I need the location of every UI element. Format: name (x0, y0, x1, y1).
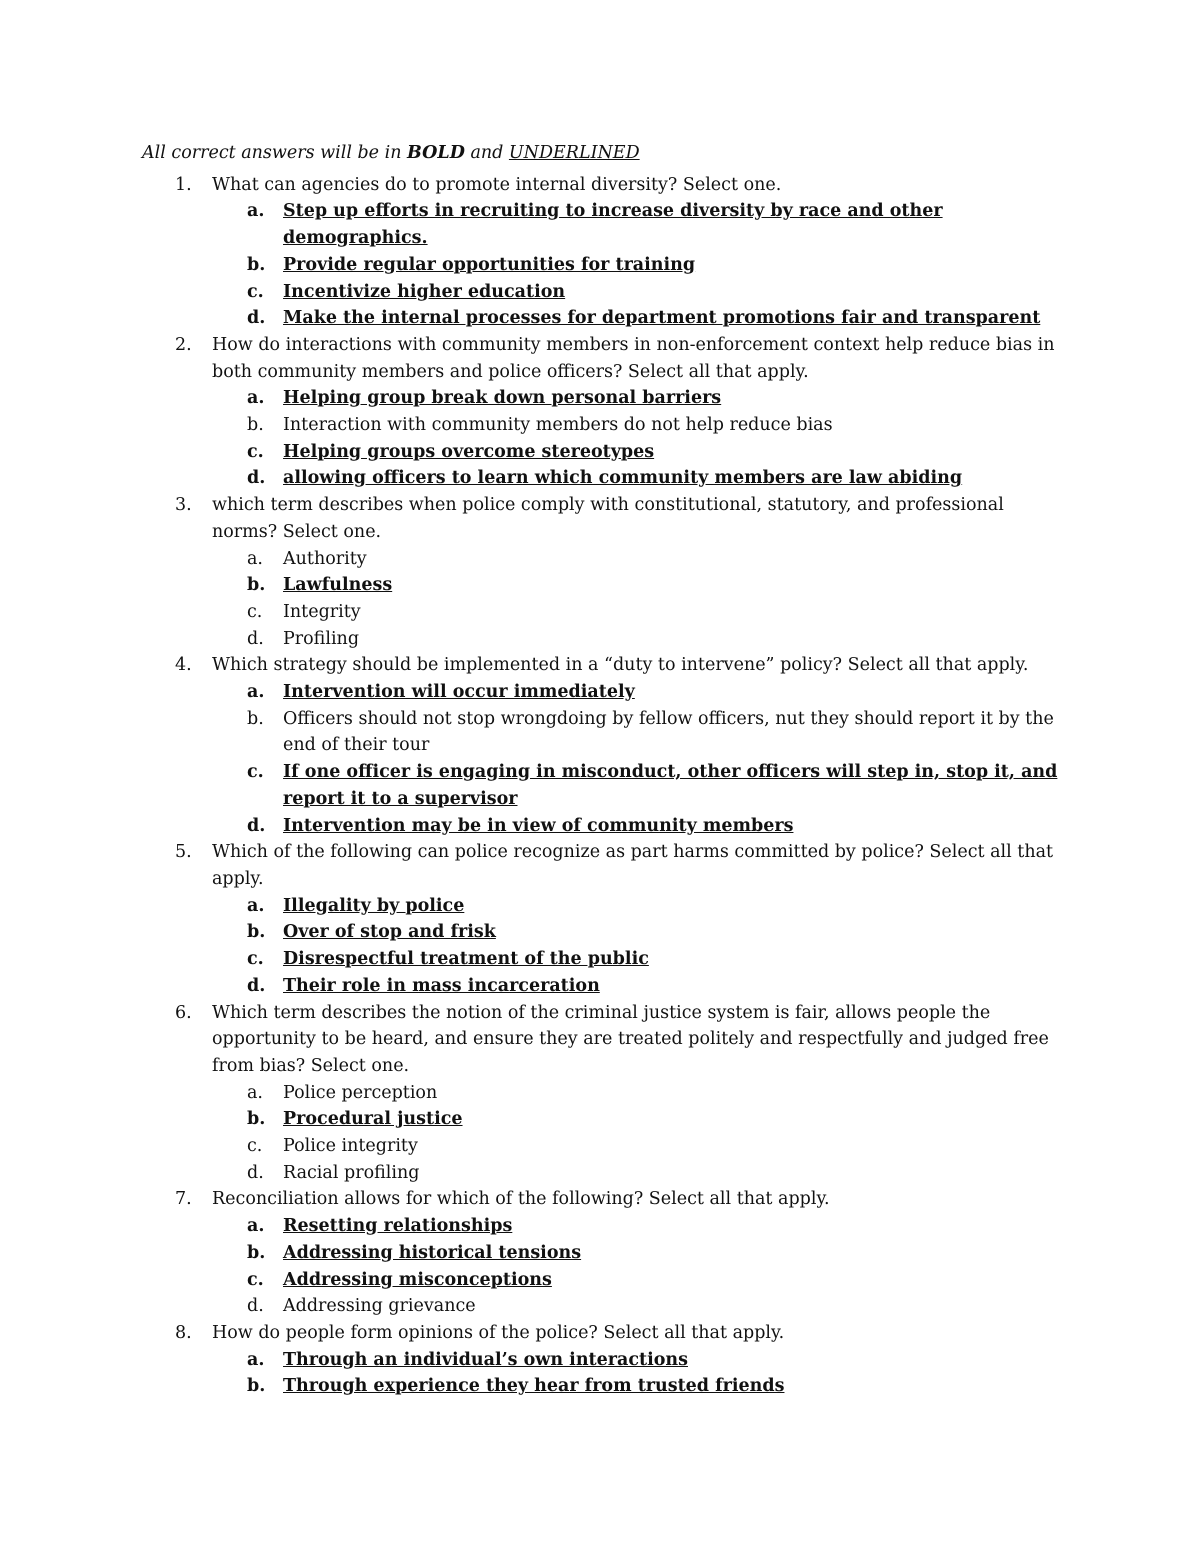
option-text: Officers should not stop wrongdoing by fellow officers, nut they should report it by the end of their tour (283, 708, 1054, 756)
option-text: Resetting relationships (283, 1216, 513, 1237)
answer-option-correct (142, 679, 1072, 706)
question-number: 6. (175, 1002, 192, 1023)
question-text: Which of the following can police recognize as part harms committed by police? Select all that apply. (212, 842, 1054, 889)
option-letter: b. (247, 922, 266, 943)
option-letter: d. (247, 1296, 264, 1317)
question-text: Which strategy should be implemented in a “duty to intervene” policy? Select all that apply. (212, 655, 1029, 676)
answer-options (142, 546, 1072, 653)
option-letter: b. (247, 1376, 266, 1397)
answer-option-correct (142, 279, 1072, 306)
intro-prefix: All correct answers will be in (142, 143, 408, 163)
question-number: 5. (175, 842, 192, 863)
answer-option (142, 1160, 1072, 1187)
option-letter: b. (247, 415, 264, 436)
option-letter: b. (247, 575, 266, 596)
option-text: Interaction with community members do not help reduce bias (283, 415, 833, 436)
option-text: Over of stop and frisk (283, 922, 496, 943)
option-letter: a. (247, 1082, 263, 1103)
option-letter: b. (247, 708, 264, 729)
answer-options (142, 1213, 1072, 1320)
answer-options (142, 1347, 1072, 1400)
option-text: Police perception (283, 1082, 438, 1103)
intro-line (142, 140, 1072, 167)
option-letter: d. (247, 628, 264, 649)
answer-option-correct (142, 1267, 1072, 1294)
question-number: 1. (175, 174, 192, 195)
answer-option-correct (142, 1213, 1072, 1240)
quiz-document (142, 140, 1072, 1400)
option-text: Disrespectful treatment of the public (283, 949, 649, 970)
answer-options (142, 1080, 1072, 1187)
option-letter: c. (247, 281, 264, 302)
question-row (142, 1000, 1072, 1080)
answer-option-correct (142, 919, 1072, 946)
question-row (142, 839, 1072, 892)
option-letter: d. (247, 308, 266, 329)
option-letter: c. (247, 441, 264, 462)
question-row (142, 1186, 1072, 1213)
option-text: Addressing historical tensions (283, 1242, 582, 1263)
answer-option-correct (142, 946, 1072, 973)
option-letter: d. (247, 468, 266, 489)
option-letter: b. (247, 254, 266, 275)
answer-option (142, 706, 1072, 759)
answer-option-correct (142, 973, 1072, 1000)
question-number: 8. (175, 1322, 192, 1343)
answer-options (142, 893, 1072, 1000)
question-number: 7. (175, 1189, 192, 1210)
question-text: Reconciliation allows for which of the following? Select all that apply. (212, 1189, 830, 1210)
question-block (142, 492, 1072, 652)
answer-options (142, 385, 1072, 492)
answer-option-correct (142, 198, 1072, 251)
question-number: 2. (175, 334, 192, 355)
answer-option (142, 1133, 1072, 1160)
option-text: allowing officers to learn which community members are law abiding (283, 468, 963, 489)
option-letter: c. (247, 949, 264, 970)
option-text: Make the internal processes for department promotions fair and transparent (283, 308, 1041, 329)
answer-option (142, 546, 1072, 573)
question-text: Which term describes the notion of the criminal justice system is fair, allows people the opportunity to be heard, and ensure they are treated politely and respectfully and judged free from bias? Select one. (212, 1002, 1049, 1076)
option-letter: d. (247, 815, 266, 836)
option-text: Authority (283, 548, 367, 569)
answer-option-correct (142, 1240, 1072, 1267)
answer-option-correct (142, 439, 1072, 466)
option-letter: d. (247, 975, 266, 996)
question-row (142, 172, 1072, 199)
question-row (142, 1320, 1072, 1347)
question-block (142, 1186, 1072, 1320)
option-letter: a. (247, 548, 263, 569)
question-block (142, 1000, 1072, 1187)
option-text: Intervention may be in view of community members (283, 815, 794, 836)
option-letter: b. (247, 1109, 266, 1130)
option-text: Step up efforts in recruiting to increase diversity by race and other demographics. (283, 201, 943, 249)
option-letter: d. (247, 1162, 264, 1183)
option-text: Provide regular opportunities for training (283, 254, 696, 275)
option-letter: b. (247, 1242, 266, 1263)
answer-option-correct (142, 1347, 1072, 1374)
option-text: Helping groups overcome stereotypes (283, 441, 655, 462)
intro-bold: BOLD (407, 143, 465, 163)
option-text: If one officer is engaging in misconduct, other officers will step in, stop it, and report it to a supervisor (283, 762, 1058, 809)
option-text: Lawfulness (283, 575, 393, 596)
question-row (142, 332, 1072, 385)
answer-option-correct (142, 1373, 1072, 1400)
option-letter: c. (247, 1136, 263, 1157)
option-text: Procedural justice (283, 1109, 463, 1130)
answer-option (142, 626, 1072, 653)
option-letter: a. (247, 388, 265, 409)
question-number: 4. (175, 655, 192, 676)
answer-options (142, 679, 1072, 839)
answer-option-correct (142, 305, 1072, 332)
option-letter: c. (247, 601, 263, 622)
answer-option-correct (142, 465, 1072, 492)
option-text: Through experience they hear from trusted friends (283, 1376, 785, 1397)
option-letter: a. (247, 682, 265, 703)
question-text: What can agencies do to promote internal diversity? Select one. (212, 174, 782, 195)
question-number: 3. (175, 495, 192, 516)
answer-option-correct (142, 759, 1072, 812)
option-letter: a. (247, 1349, 265, 1370)
option-letter: a. (247, 1216, 265, 1237)
option-letter: c. (247, 1269, 264, 1290)
answer-option (142, 599, 1072, 626)
intro-middle: and (464, 143, 509, 163)
option-text: Through an individual’s own interactions (283, 1349, 688, 1370)
intro-underlined: UNDERLINED (508, 143, 640, 163)
question-block (142, 1320, 1072, 1400)
answer-option-correct (142, 252, 1072, 279)
question-text: How do people form opinions of the police? Select all that apply. (212, 1322, 785, 1343)
answer-option-correct (142, 572, 1072, 599)
question-text: How do interactions with community members in non-enforcement context help reduce bias in both community members and police officers? Select all that apply. (212, 334, 1055, 382)
answer-option-correct (142, 813, 1072, 840)
question-text: which term describes when police comply with constitutional, statutory, and professional norms? Select one. (212, 495, 1004, 542)
option-text: Intervention will occur immediately (283, 682, 635, 703)
option-letter: c. (247, 762, 264, 783)
question-row (142, 652, 1072, 679)
option-text: Addressing misconceptions (283, 1269, 552, 1290)
answer-option-correct (142, 893, 1072, 920)
answer-option-correct (142, 1106, 1072, 1133)
option-letter: a. (247, 895, 265, 916)
option-text: Police integrity (283, 1136, 418, 1157)
option-text: Racial profiling (283, 1162, 420, 1183)
question-block (142, 332, 1072, 492)
option-text: Addressing grievance (283, 1296, 476, 1317)
option-text: Their role in mass incarceration (283, 975, 600, 996)
answer-option-correct (142, 385, 1072, 412)
answer-option (142, 1080, 1072, 1107)
question-row (142, 492, 1072, 545)
option-letter: a. (247, 201, 265, 222)
answer-options (142, 198, 1072, 332)
option-text: Profiling (283, 628, 360, 649)
question-block (142, 839, 1072, 999)
option-text: Integrity (283, 601, 361, 622)
question-list (142, 172, 1072, 1400)
option-text: Incentivize higher education (283, 281, 566, 302)
question-block (142, 652, 1072, 839)
question-block (142, 172, 1072, 332)
option-text: Illegality by police (283, 895, 465, 916)
answer-option (142, 1293, 1072, 1320)
answer-option (142, 412, 1072, 439)
option-text: Helping group break down personal barriers (283, 388, 722, 409)
